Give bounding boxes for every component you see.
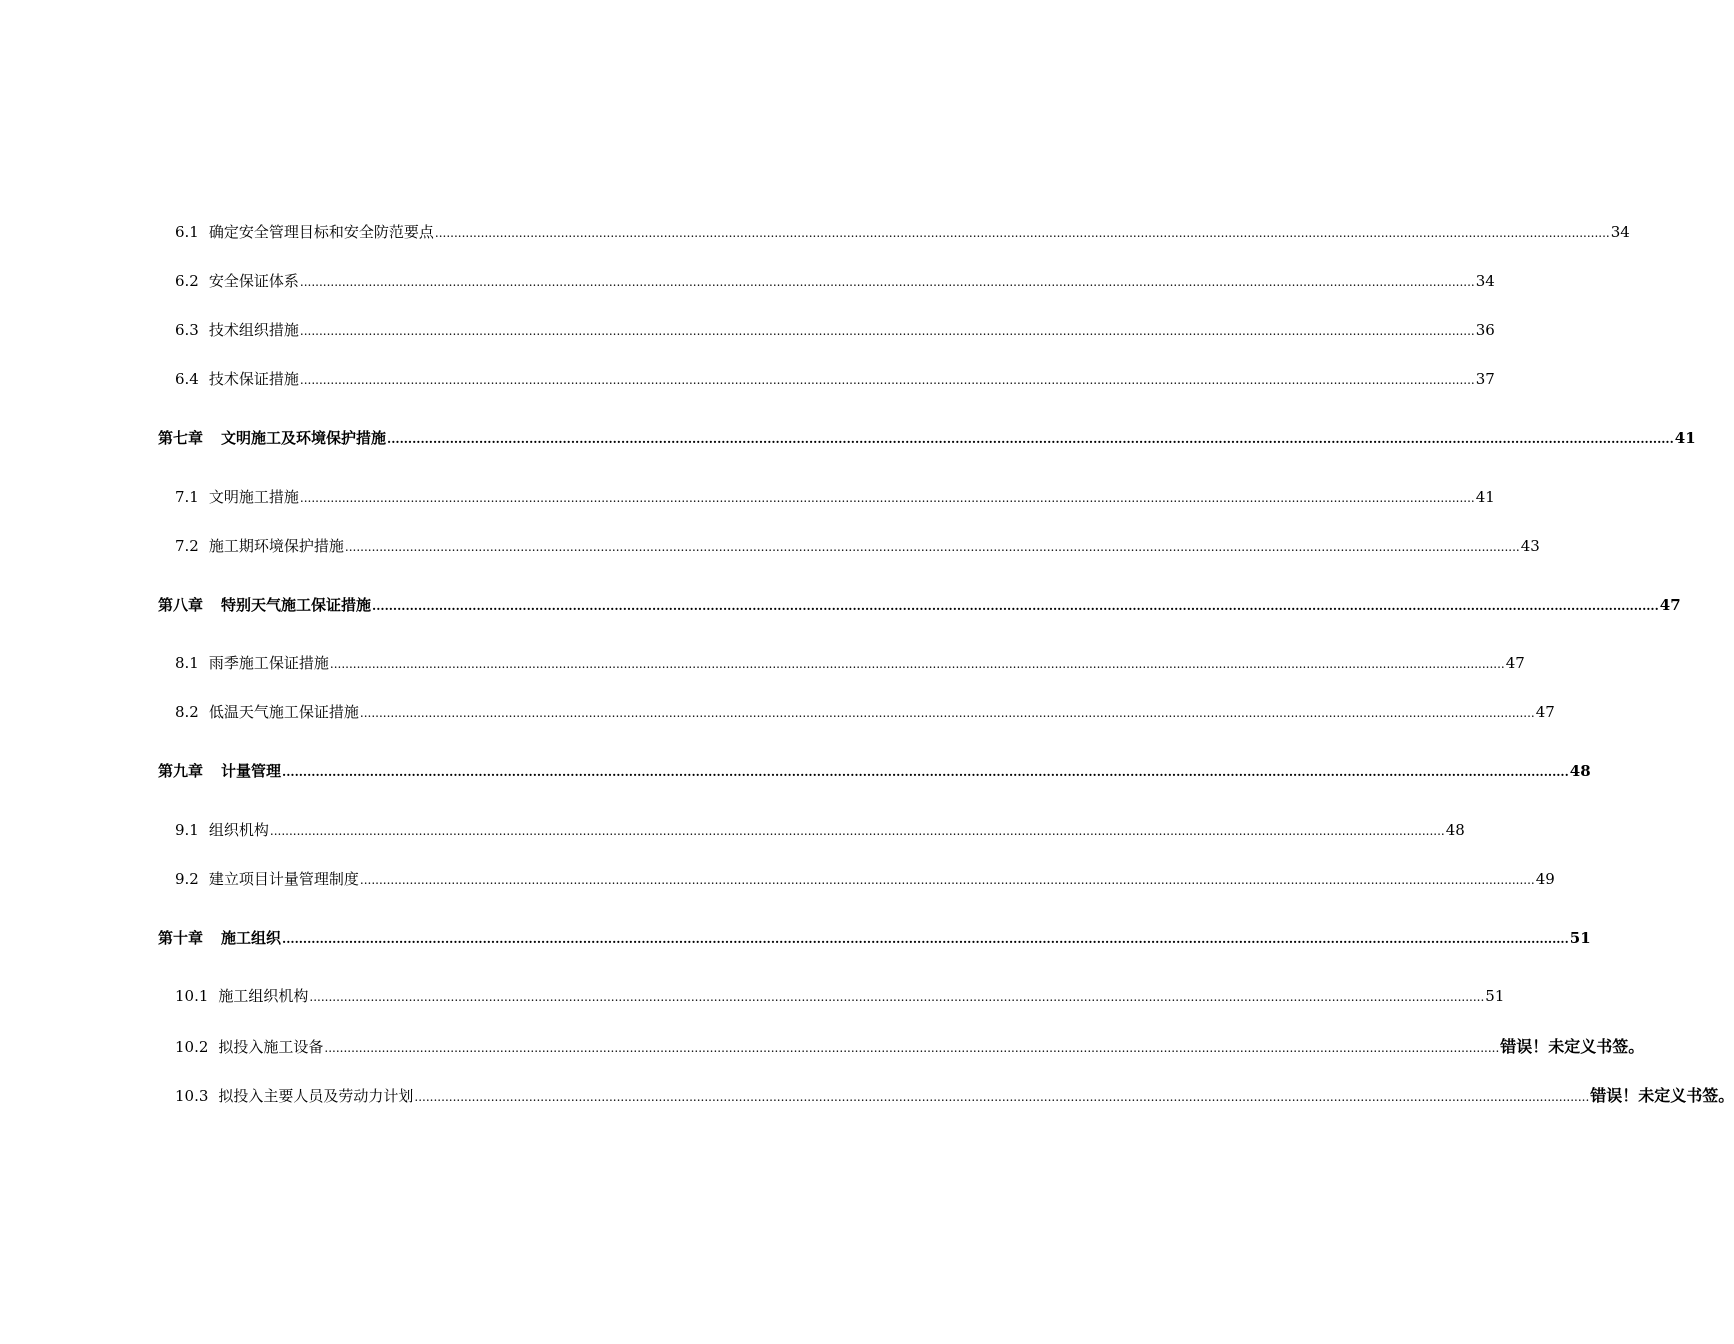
toc-leader-dots: ....................................................................................................................................................................................................................................................................................................................: [269, 824, 1445, 838]
toc-leader-dots: ....................................................................................................................................................................................................................................................................................................................: [282, 932, 1569, 946]
toc-entry-10-2[interactable]: [175, 1034, 1645, 1057]
toc-chapter-title: 文明施工及环境保护措施: [221, 429, 387, 447]
toc-entry-title: 雨季施工保证措施: [208, 654, 329, 672]
toc-chapter-9[interactable]: [158, 760, 1591, 781]
toc-chapter-number: 第七章: [158, 429, 204, 447]
toc-entry-7-2[interactable]: [175, 535, 1540, 556]
toc-entry-6-1[interactable]: [175, 221, 1630, 242]
toc-leader-dots: ....................................................................................................................................................................................................................................................................................................................: [282, 765, 1569, 779]
toc-entry-number: 10.1: [175, 987, 209, 1005]
toc-leader-dots: ....................................................................................................................................................................................................................................................................................................................: [344, 540, 1520, 554]
toc-leader-dots: ....................................................................................................................................................................................................................................................................................................................: [359, 873, 1535, 887]
toc-leader-dots: ....................................................................................................................................................................................................................................................................................................................: [372, 599, 1659, 613]
toc-chapter-number: 第九章: [158, 762, 204, 780]
toc-chapter-title: 特别天气施工保证措施: [221, 596, 372, 614]
toc-chapter-8[interactable]: [158, 594, 1681, 615]
toc-entry-bookmark-error: 错误！未定义书签。: [1500, 1037, 1645, 1056]
toc-entry-6-3[interactable]: [175, 319, 1495, 340]
toc-entry-number: 7.2: [175, 537, 199, 555]
toc-entry-7-1[interactable]: [175, 486, 1495, 507]
toc-entry-number: 6.4: [175, 370, 199, 388]
toc-entry-title: 文明施工措施: [208, 488, 299, 506]
toc-entry-title: 低温天气施工保证措施: [208, 703, 359, 721]
toc-entry-6-2[interactable]: [175, 270, 1495, 291]
toc-chapter-number: 第八章: [158, 596, 204, 614]
toc-entry-number: 10.2: [175, 1038, 209, 1056]
toc-entry-title: 施工期环境保护措施: [208, 537, 344, 555]
toc-leader-dots: ....................................................................................................................................................................................................................................................................................................................: [359, 706, 1535, 720]
toc-chapter-number: 第十章: [158, 929, 204, 947]
toc-leader-dots: ....................................................................................................................................................................................................................................................................................................................: [299, 275, 1475, 289]
toc-entry-title: 建立项目计量管理制度: [208, 870, 359, 888]
toc-chapter-page: 47: [1659, 596, 1681, 614]
toc-entry-number: 7.1: [175, 488, 199, 506]
toc-chapter-page: 51: [1569, 929, 1591, 947]
toc-entry-page: 37: [1475, 370, 1495, 388]
toc-leader-dots: ....................................................................................................................................................................................................................................................................................................................: [414, 1090, 1590, 1104]
toc-entry-8-2[interactable]: [175, 701, 1555, 722]
toc-entry-page: 34: [1610, 223, 1630, 241]
toc-chapter-page: 41: [1674, 429, 1696, 447]
toc-entry-number: 10.3: [175, 1087, 209, 1105]
toc-entry-title: 确定安全管理目标和安全防范要点: [208, 223, 434, 241]
toc-chapter-title: 施工组织: [221, 929, 282, 947]
toc-chapter-10[interactable]: [158, 927, 1591, 948]
toc-entry-title: 安全保证体系: [208, 272, 299, 290]
toc-entry-page: 49: [1535, 870, 1555, 888]
toc-entry-bookmark-error: 错误！未定义书签。: [1590, 1086, 1734, 1105]
toc-entry-number: 6.1: [175, 223, 199, 241]
toc-entry-6-4[interactable]: [175, 368, 1495, 389]
toc-chapter-title: 计量管理: [221, 762, 282, 780]
toc-entry-8-1[interactable]: [175, 652, 1525, 673]
toc-leader-dots: ....................................................................................................................................................................................................................................................................................................................: [299, 491, 1475, 505]
toc-entry-number: 9.1: [175, 821, 199, 839]
toc-leader-dots: ....................................................................................................................................................................................................................................................................................................................: [299, 324, 1475, 338]
toc-entry-number: 8.1: [175, 654, 199, 672]
toc-entry-page: 43: [1520, 537, 1540, 555]
toc-entry-page: 48: [1445, 821, 1465, 839]
toc-entry-number: 6.3: [175, 321, 199, 339]
toc-entry-10-3[interactable]: [175, 1083, 1734, 1106]
toc-leader-dots: ....................................................................................................................................................................................................................................................................................................................: [324, 1041, 1500, 1055]
toc-entry-9-1[interactable]: [175, 819, 1465, 840]
toc-entry-page: 51: [1485, 987, 1505, 1005]
toc-entry-title: 组织机构: [208, 821, 269, 839]
toc-leader-dots: ....................................................................................................................................................................................................................................................................................................................: [329, 657, 1505, 671]
toc-entry-number: 9.2: [175, 870, 199, 888]
toc-leader-dots: ....................................................................................................................................................................................................................................................................................................................: [434, 226, 1610, 240]
toc-entry-number: 8.2: [175, 703, 199, 721]
toc-leader-dots: ....................................................................................................................................................................................................................................................................................................................: [299, 373, 1475, 387]
toc-entry-page: 36: [1475, 321, 1495, 339]
toc-leader-dots: ....................................................................................................................................................................................................................................................................................................................: [387, 432, 1674, 446]
toc-entry-page: 47: [1535, 703, 1555, 721]
toc-entry-title: 技术组织措施: [208, 321, 299, 339]
toc-entry-10-1[interactable]: [175, 985, 1505, 1006]
toc-entry-9-2[interactable]: [175, 868, 1555, 889]
toc-entry-page: 41: [1475, 488, 1495, 506]
toc-chapter-page: 48: [1569, 762, 1591, 780]
toc-entry-title: 技术保证措施: [208, 370, 299, 388]
toc-entry-number: 6.2: [175, 272, 199, 290]
toc-entry-title: 拟投入主要人员及劳动力计划: [218, 1087, 414, 1105]
toc-entry-title: 拟投入施工设备: [218, 1038, 324, 1056]
toc-entry-page: 34: [1475, 272, 1495, 290]
toc-chapter-7[interactable]: [158, 427, 1696, 448]
toc-leader-dots: ....................................................................................................................................................................................................................................................................................................................: [309, 990, 1485, 1004]
toc-entry-title: 施工组织机构: [218, 987, 309, 1005]
toc-entry-page: 47: [1505, 654, 1525, 672]
